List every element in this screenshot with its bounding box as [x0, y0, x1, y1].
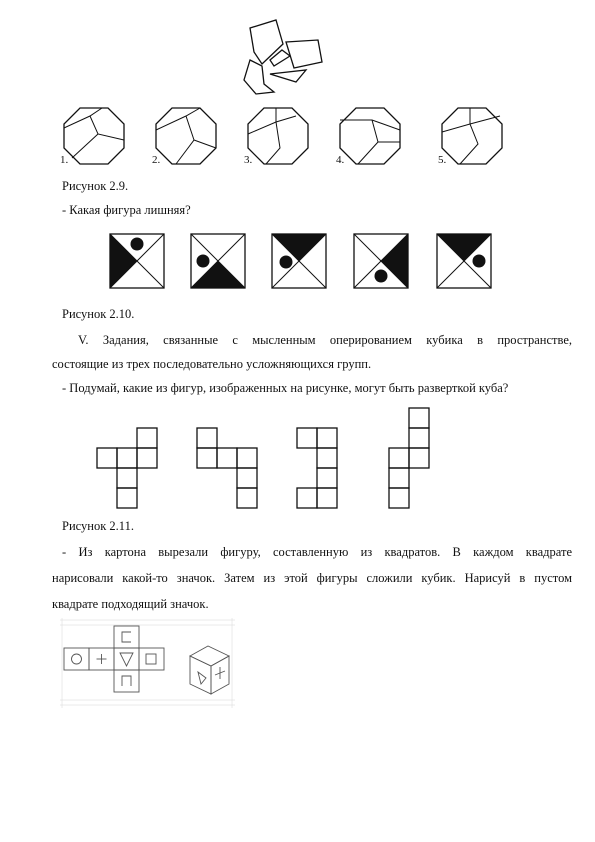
- cube-triangle-symbol: [198, 672, 206, 684]
- section-v-line-1: V. Задания, связанные с мысленным оперированием кубика в пространстве,: [78, 333, 572, 347]
- option-label-3: 3.: [244, 154, 253, 166]
- cardboard-task-line-3: квадрате подходящий значок.: [52, 597, 209, 611]
- caption-figure-2-9: Рисунок 2.9.: [62, 179, 129, 193]
- option-label-1: 1.: [60, 154, 69, 166]
- bracket-symbol-top: [122, 632, 131, 642]
- cardboard-task-line-1: - Из картона вырезали фигуру, составленную из квадратов. В каждом квадрате: [62, 545, 572, 559]
- triangle-symbol: [120, 653, 133, 666]
- section-v-line-2: состоящие из трех последовательно усложняющихся групп.: [52, 357, 372, 371]
- background-grid: [60, 618, 235, 708]
- question-cube-net: - Подумай, какие из фигур, изображенных на рисунке, могут быть разверткой куба?: [62, 381, 509, 395]
- option-label-2: 2.: [152, 154, 161, 166]
- circle-symbol: [72, 654, 82, 664]
- symbol-net: [64, 626, 164, 692]
- square-symbol: [146, 654, 156, 664]
- bracket-symbol-bottom: [122, 676, 131, 686]
- question-odd-one-out: - Какая фигура лишняя?: [62, 203, 191, 217]
- option-label-4: 4.: [336, 154, 345, 166]
- cardboard-task-line-2: нарисовали какой-то значок. Затем из этой фигуры сложили кубик. Нарисуй в пустом: [52, 571, 572, 585]
- caption-figure-2-10: Рисунок 2.10.: [62, 307, 135, 321]
- assembled-cube: [190, 646, 229, 694]
- option-label-5: 5.: [438, 154, 447, 166]
- caption-figure-2-11: Рисунок 2.11.: [62, 519, 134, 533]
